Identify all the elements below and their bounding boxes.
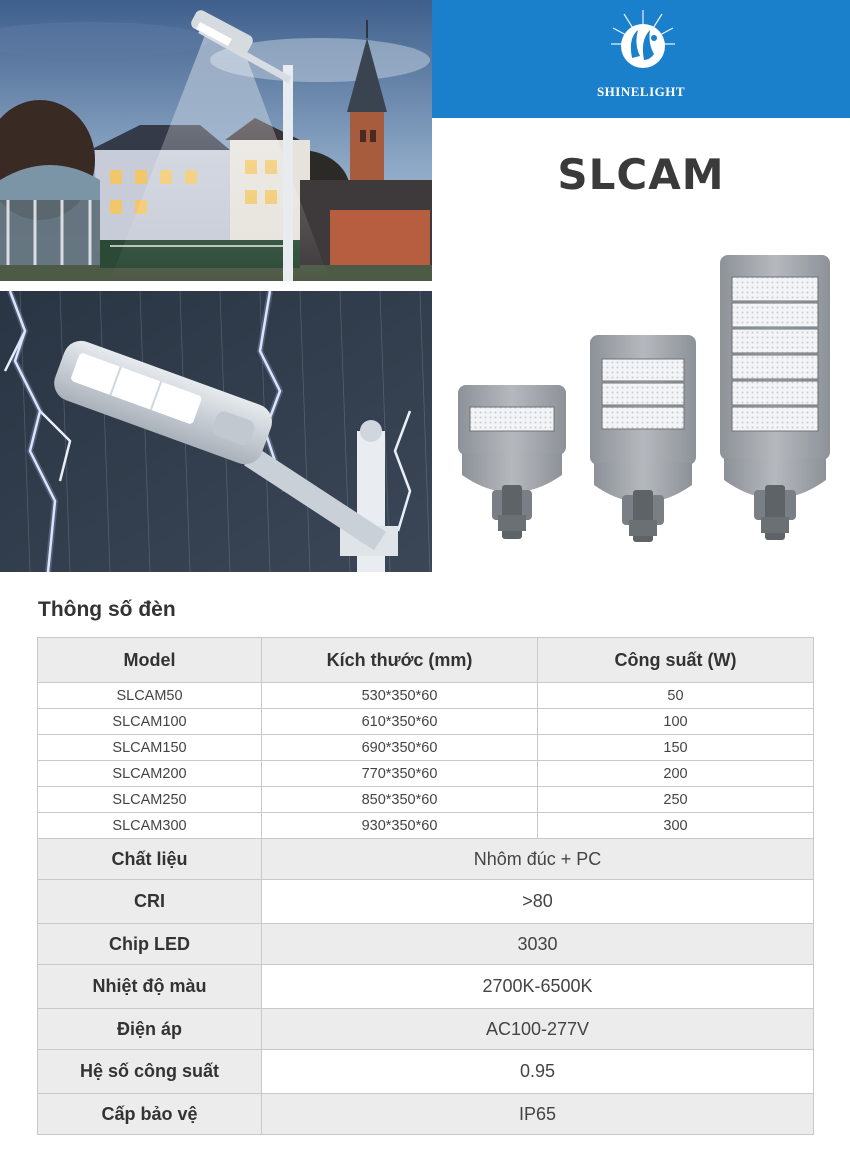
spec-value: 2700K-6500K	[262, 965, 814, 1009]
spec-header-row	[38, 638, 814, 683]
model-row	[38, 761, 814, 787]
spec-label: Điện áp	[38, 1009, 262, 1050]
model-row	[38, 813, 814, 839]
spec-table	[37, 637, 814, 1135]
size-cell: 930*350*60	[262, 813, 538, 839]
spec-row-voltage	[38, 1009, 814, 1050]
spec-value: AC100-277V	[262, 1009, 814, 1050]
spec-value: 3030	[262, 924, 814, 965]
spec-value: Nhôm đúc + PC	[262, 839, 814, 880]
spec-row-power-factor	[38, 1050, 814, 1094]
brand-banner	[432, 0, 850, 118]
model-cell: SLCAM250	[38, 787, 262, 813]
power-cell: 250	[538, 787, 814, 813]
power-cell: 50	[538, 683, 814, 709]
spec-label: CRI	[38, 880, 262, 924]
lamp-large	[720, 255, 830, 540]
spec-value: IP65	[262, 1094, 814, 1135]
column-header-power: Công suất (W)	[538, 638, 814, 683]
model-row	[38, 683, 814, 709]
spec-label: Nhiệt độ màu	[38, 965, 262, 1009]
column-header-model: Model	[38, 638, 262, 683]
power-cell: 300	[538, 813, 814, 839]
size-cell: 850*350*60	[262, 787, 538, 813]
lamp-medium	[590, 335, 696, 542]
power-cell: 150	[538, 735, 814, 761]
spec-heading: Thông số đèn	[38, 598, 176, 621]
model-cell: SLCAM150	[38, 735, 262, 761]
spec-row-protection-rating	[38, 1094, 814, 1135]
power-cell: 200	[538, 761, 814, 787]
power-cell: 100	[538, 709, 814, 735]
spec-row-color-temperature	[38, 965, 814, 1009]
size-cell: 610*350*60	[262, 709, 538, 735]
spec-value: 0.95	[262, 1050, 814, 1094]
size-cell: 690*350*60	[262, 735, 538, 761]
brand-name: SHINELIGHT	[596, 84, 686, 99]
street-light-night-photo	[0, 0, 432, 281]
shinelight-logo-icon	[610, 8, 676, 80]
model-cell: SLCAM200	[38, 761, 262, 787]
product-lamps-image	[440, 245, 850, 555]
spec-label: Chip LED	[38, 924, 262, 965]
spec-label: Hệ số công suất	[38, 1050, 262, 1094]
size-cell: 770*350*60	[262, 761, 538, 787]
model-cell: SLCAM300	[38, 813, 262, 839]
model-row	[38, 787, 814, 813]
spec-row-cri	[38, 880, 814, 924]
model-cell: SLCAM50	[38, 683, 262, 709]
size-cell: 530*350*60	[262, 683, 538, 709]
model-cell: SLCAM100	[38, 709, 262, 735]
product-title: SLCAM	[557, 150, 725, 199]
lamp-small	[458, 385, 566, 539]
model-row	[38, 709, 814, 735]
street-light-lightning-storm-photo	[0, 291, 432, 572]
spec-label: Chất liệu	[38, 839, 262, 880]
spec-value: >80	[262, 880, 814, 924]
spec-label: Cấp bảo vệ	[38, 1094, 262, 1135]
spec-row-material	[38, 839, 814, 880]
model-row	[38, 735, 814, 761]
column-header-size: Kích thước (mm)	[262, 638, 538, 683]
spec-row-chip-led	[38, 924, 814, 965]
